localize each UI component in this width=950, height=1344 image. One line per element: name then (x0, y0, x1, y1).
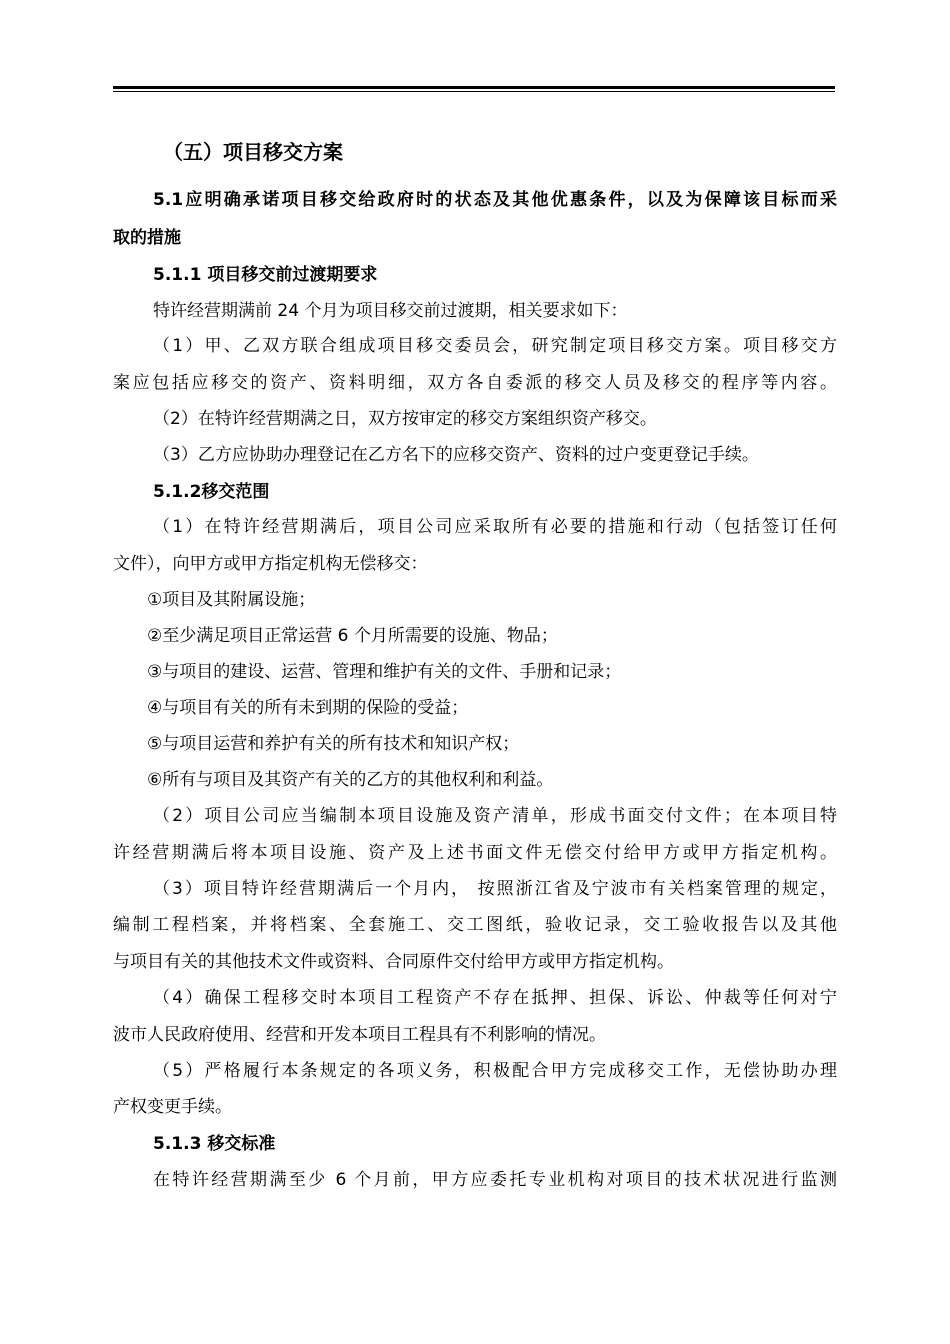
s513-p1: 在特许经营期满至少 6 个月前，甲方应委托专业机构对项目的技术状况进行监测 (153, 1170, 837, 1190)
s512-p1-line1: （1）在特许经营期满后，项目公司应采取所有必要的措施和行动（包括签订任何 (153, 517, 837, 537)
s512-heading: 5.1.2移交范围 (153, 482, 270, 502)
s51-heading-line1: 5.1应明确承诺项目移交给政府时的状态及其他优惠条件，以及为保障该目标而采 (153, 190, 837, 210)
list-item: ④与项目有关的所有未到期的保险的受益； (147, 698, 469, 718)
list-item: ①项目及其附属设施； (147, 590, 316, 610)
s512-p3-line1: （3）项目特许经营期满后一个月内， 按照浙江省及宁波市有关档案管理的规定， (153, 879, 837, 899)
s512-p5-line2: 产权变更手续。 (113, 1097, 232, 1117)
s511-intro: 特许经营期满前 24 个月为项目移交前过渡期，相关要求如下： (153, 301, 628, 321)
s512-p3-line3: 与项目有关的其他技术文件或资料、合同原件交付给甲方或甲方指定机构。 (113, 952, 674, 972)
s512-p3-line2: 编制工程档案，并将档案、全套施工、交工图纸，验收记录，交工验收报告以及其他 (113, 915, 837, 935)
s511-p3: （3）乙方应协助办理登记在乙方名下的应移交资产、资料的过户变更登记手续。 (153, 445, 759, 465)
s511-heading: 5.1.1 项目移交前过渡期要求 (153, 265, 378, 285)
s51-heading-line2: 取的措施 (113, 228, 181, 248)
list-item: ②至少满足项目正常运营 6 个月所需要的设施、物品； (147, 626, 558, 646)
header-rule-thick (113, 86, 835, 89)
header-rule-thin (113, 91, 835, 92)
list-item: ③与项目的建设、运营、管理和维护有关的文件、手册和记录； (147, 662, 622, 682)
s511-p1-line2: 案应包括应移交的资产、资料明细，双方各自委派的移交人员及移交的程序等内容。 (113, 373, 837, 393)
s512-p4-line1: （4）确保工程移交时本项目工程资产不存在抵押、担保、诉讼、仲裁等任何对宁 (153, 988, 837, 1008)
s512-p5-line1: （5）严格履行本条规定的各项义务，积极配合甲方完成移交工作，无偿协助办理 (153, 1061, 837, 1081)
s512-p4-line2: 波市人民政府使用、经营和开发本项目工程具有不利影响的情况。 (113, 1025, 606, 1045)
s512-p2-line1: （2）项目公司应当编制本项目设施及资产清单，形成书面交付文件；在本项目特 (153, 806, 837, 826)
section-title: （五）项目移交方案 (163, 140, 343, 164)
s511-p1-line1: （1）甲、乙双方联合组成项目移交委员会，研究制定项目移交方案。项目移交方 (153, 336, 837, 356)
list-item: ⑥所有与项目及其资产有关的乙方的其他权利和利益。 (147, 770, 554, 790)
s513-heading: 5.1.3 移交标准 (153, 1134, 276, 1154)
s512-p1-line2: 文件），向甲方或甲方指定机构无偿移交： (113, 554, 428, 574)
list-item: ⑤与项目运营和养护有关的所有技术和知识产权； (147, 734, 520, 754)
s511-p2: （2）在特许经营期满之日，双方按审定的移交方案组织资产移交。 (153, 409, 657, 429)
s512-p2-line2: 许经营期满后将本项目设施、资产及上述书面文件无偿交付给甲方或甲方指定机构。 (113, 843, 837, 863)
